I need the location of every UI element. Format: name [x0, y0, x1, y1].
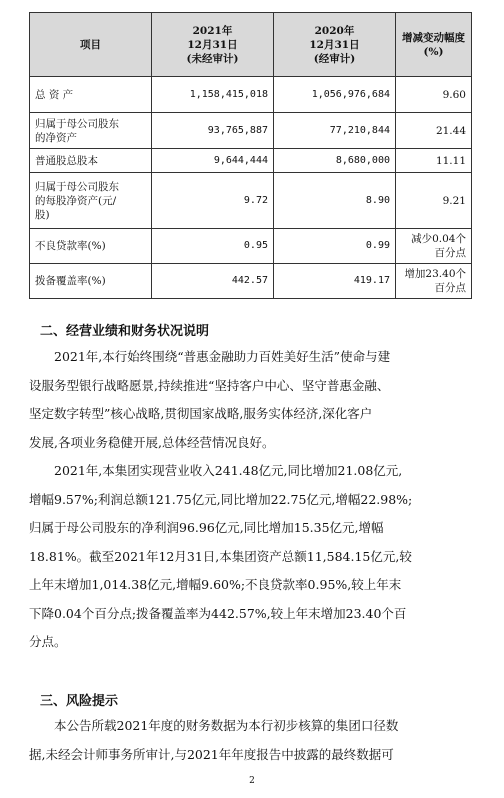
financial-summary-table-wrap [29, 12, 471, 299]
header-2021: 2021年 12月31日 (未经审计) [152, 13, 274, 77]
table-header-row [30, 13, 472, 77]
row-name: 拨备覆盖率(%) [30, 264, 152, 299]
row-value-2020: 419.17 [274, 264, 396, 299]
row-change: 21.44 [396, 113, 472, 149]
section-heading-risk: 三、风险提示 [40, 694, 119, 709]
row-name: 总 资 产 [30, 77, 152, 113]
row-value-2020: 0.99 [274, 229, 396, 264]
row-value-2021: 9.72 [152, 173, 274, 229]
financial-summary-table [29, 12, 472, 299]
row-value-2020: 8.90 [274, 173, 396, 229]
table-row [30, 173, 472, 229]
row-change: 9.60 [396, 77, 472, 113]
table-row [30, 113, 472, 149]
row-value-2021: 9,644,444 [152, 149, 274, 173]
row-change: 增加23.40个 百分点 [396, 264, 472, 299]
table-row [30, 77, 472, 113]
paragraph-results: 2021年,本集团实现营业收入241.48亿元,同比增加21.08亿元, 增幅9.57%;利润总额121.75亿元,同比增加22.75亿元,增幅22.98%; 归属于母公司股东的净利润96.96亿元,同比增加15.35亿元,增幅 18.81%。截至2021年12月31日,本集团资产总额11,584.15亿元,较 上年末增加1,014.38亿元,增幅9.60%;不良贷款率0.95%,较上年末 下降0.04个百分点;拨备覆盖率为442.57%,较上年末增加23.40个百 分点。 [29, 463, 413, 649]
row-value-2020: 8,680,000 [274, 149, 396, 173]
header-item: 项目 [30, 13, 152, 77]
paragraph-strategy: 2021年,本行始终围绕“普惠金融助力百姓美好生活”使命与建 设服务型银行战略愿景,持续推进“坚持客户中心、坚守普惠金融、 坚定数字转型”核心战略,贯彻国家战略,服务实体经济,深化客户 发展,各项业务稳健开展,总体经营情况良好。 [29, 349, 391, 450]
paragraph-risk: 本公告所载2021年度的财务数据为本行初步核算的集团口径数 据,未经会计师事务所审计,与2021年年度报告中披露的最终数据可 [29, 718, 399, 762]
row-name: 普通股总股本 [30, 149, 152, 173]
row-name: 归属于母公司股东 的每股净资产(元/ 股) [30, 173, 152, 229]
header-2020: 2020年 12月31日 (经审计) [274, 13, 396, 77]
table-row [30, 229, 472, 264]
row-name: 不良贷款率(%) [30, 229, 152, 264]
row-value-2021: 0.95 [152, 229, 274, 264]
row-value-2021: 442.57 [152, 264, 274, 299]
table-row [30, 264, 472, 299]
page-number: 2 [249, 776, 255, 786]
row-value-2020: 1,056,976,684 [274, 77, 396, 113]
header-change: 增减变动幅度 (%) [396, 13, 472, 77]
row-value-2021: 93,765,887 [152, 113, 274, 149]
row-change: 9.21 [396, 173, 472, 229]
row-value-2021: 1,158,415,018 [152, 77, 274, 113]
row-change: 11.11 [396, 149, 472, 173]
table-row [30, 149, 472, 173]
row-value-2020: 77,210,844 [274, 113, 396, 149]
section-heading-performance: 二、经营业绩和财务状况说明 [40, 324, 210, 339]
row-name: 归属于母公司股东 的净资产 [30, 113, 152, 149]
row-change: 减少0.04个 百分点 [396, 229, 472, 264]
